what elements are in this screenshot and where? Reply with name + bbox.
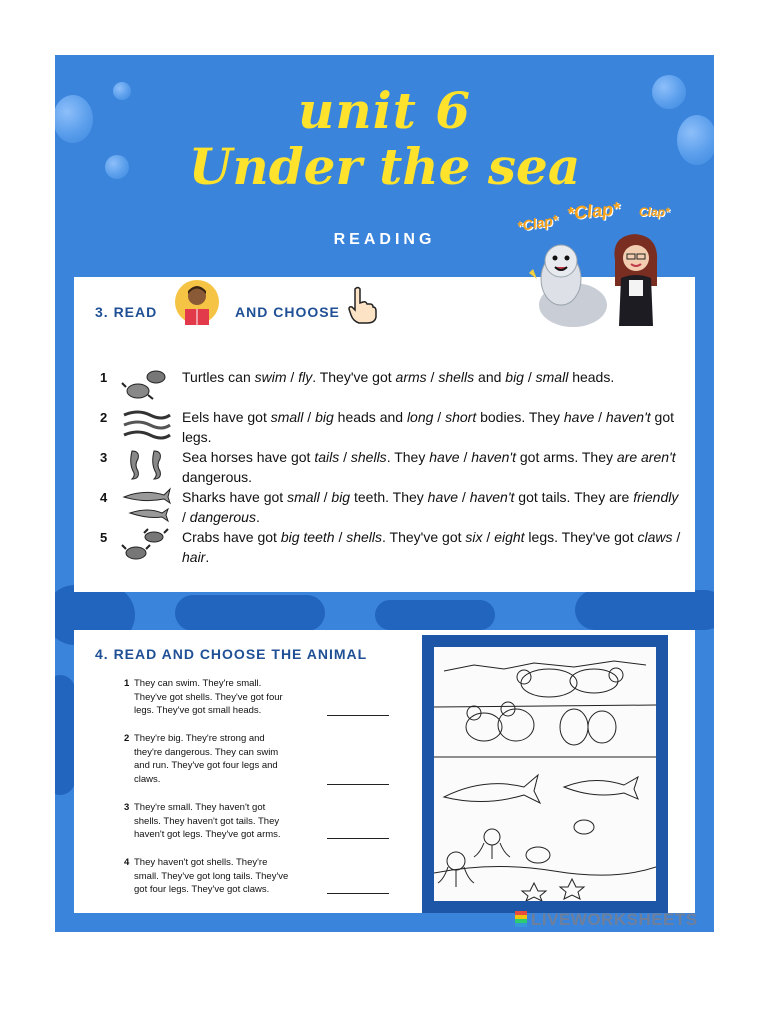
choice-option[interactable]: big — [315, 409, 334, 425]
exercise-4-item — [124, 856, 319, 897]
exercise-4-item — [124, 677, 319, 718]
item-line: claws. — [134, 774, 161, 786]
choice-option[interactable]: eight — [494, 529, 525, 545]
answer-blank-3[interactable] — [327, 838, 389, 839]
seaweed-decoration — [375, 600, 495, 630]
item-number: 5 — [100, 530, 108, 545]
choice-option[interactable]: haven't — [471, 449, 516, 465]
seaweed-decoration — [55, 675, 75, 795]
choice-option[interactable]: big — [331, 489, 351, 505]
item-line: haven't got legs. They've got arms. — [134, 829, 281, 841]
seaweed-decoration — [575, 590, 714, 630]
animal-scene-illustration — [434, 647, 656, 901]
item-line: They're big. They're strong and — [134, 733, 265, 744]
choice-option[interactable]: arms — [395, 369, 427, 385]
choice-option[interactable]: swim — [254, 369, 287, 385]
answer-blank-1[interactable] — [327, 715, 389, 716]
item-number: 3 — [100, 450, 108, 465]
exercise-4-item — [124, 732, 319, 787]
item-number: 4 — [100, 490, 108, 505]
choice-option[interactable]: hair — [182, 549, 206, 565]
pointing-hand-icon — [345, 285, 379, 325]
choice-option[interactable]: haven't — [605, 409, 651, 425]
shark-icon — [120, 487, 172, 523]
choice-option[interactable]: dangerous — [189, 509, 256, 525]
choice-option[interactable]: short — [445, 409, 477, 425]
item-number: 3 — [124, 802, 130, 813]
choice-option[interactable]: small — [270, 409, 304, 425]
teacher-avatar-icon — [605, 230, 667, 330]
choice-option[interactable]: friendly — [633, 489, 679, 505]
seaweed-decoration — [175, 595, 325, 631]
clap-text: *Clap* — [515, 211, 560, 235]
item-line: they're dangerous. They can swim — [134, 746, 279, 758]
turtle-icon — [120, 367, 172, 403]
crab-icon — [120, 527, 172, 563]
choice-option[interactable]: claws — [637, 529, 673, 545]
section-label: READING — [333, 231, 436, 248]
item-number: 1 — [100, 370, 108, 385]
item-text: Sea horses have got tails / shells. They have / haven't got arms. They are aren't dangerous. — [182, 449, 676, 485]
seahorse-icon — [120, 447, 172, 483]
item-text: Crabs have got big teeth / shells. They've got six / eight legs. They've got claws / hair. — [182, 529, 681, 565]
exercise-4-title: 4. READ AND CHOOSE THE ANIMAL — [95, 646, 368, 662]
choice-option[interactable]: aren't — [641, 449, 676, 465]
item-number: 2 — [100, 410, 108, 425]
seal-sticker-icon — [525, 243, 615, 333]
item-line: They're small. They haven't got — [134, 802, 266, 813]
item-number: 2 — [124, 733, 130, 744]
liveworksheets-logo-icon — [515, 911, 527, 927]
clap-text: *Clap* — [566, 198, 621, 224]
choice-option[interactable]: are — [616, 449, 638, 465]
choice-option[interactable]: shells — [350, 449, 387, 465]
animal-scene-frame — [422, 635, 668, 913]
item-line: They haven't got shells. They're — [134, 857, 268, 868]
choice-option[interactable]: have — [563, 409, 595, 425]
choice-option[interactable]: small — [287, 489, 320, 505]
item-line: shells. They haven't got tails. They — [134, 815, 280, 827]
worksheet-page — [55, 55, 714, 932]
choice-option[interactable]: long — [406, 409, 434, 425]
choice-option[interactable]: six — [465, 529, 483, 545]
reading-kid-icon — [174, 279, 220, 331]
item-line: got four legs. They've got claws. — [134, 884, 270, 896]
item-number: 4 — [124, 857, 130, 868]
watermark: LIVEWORKSHEETS — [531, 910, 698, 929]
item-line: and run. They've got four legs and — [134, 760, 278, 772]
choice-option[interactable]: big — [505, 369, 524, 385]
choice-option[interactable]: have — [429, 449, 460, 465]
choice-option[interactable]: big teeth — [280, 529, 335, 545]
choice-option[interactable]: small — [535, 369, 569, 385]
clap-text: Clap* — [639, 205, 670, 219]
answer-blank-4[interactable] — [327, 893, 389, 894]
item-text: Turtles can swim / fly. They've got arms / shells and big / small heads. — [182, 369, 615, 385]
choice-option[interactable]: shells — [346, 529, 383, 545]
choice-option[interactable]: tails — [314, 449, 340, 465]
item-line: legs. They've got small heads. — [134, 705, 262, 717]
unit-subtitle: Under the sea — [188, 137, 581, 196]
choice-option[interactable]: shells — [438, 369, 475, 385]
item-number: 1 — [124, 678, 130, 689]
item-text: Eels have got small / big heads and long / short bodies. They have / haven't got legs. — [182, 409, 674, 445]
choice-option[interactable]: fly — [298, 369, 313, 385]
unit-title: unit 6 — [298, 81, 471, 140]
choice-option[interactable]: haven't — [469, 489, 515, 505]
exercise-3-title-choose: AND CHOOSE — [235, 304, 340, 320]
item-line: small. They've got long tails. They've — [134, 870, 289, 882]
choice-option[interactable]: have — [427, 489, 459, 505]
polar-and-sea-animals-icon — [434, 647, 656, 901]
answer-blank-2[interactable] — [327, 784, 389, 785]
item-text: Sharks have got small / big teeth. They have / haven't got tails. They are friendly / dangerous. — [182, 489, 679, 525]
exercise-3-title-read: 3. READ — [95, 304, 158, 320]
item-line: They've got shells. They've got four — [134, 691, 283, 703]
eel-icon — [120, 407, 172, 443]
exercise-4-item — [124, 801, 319, 842]
item-line: They can swim. They're small. — [134, 678, 262, 689]
